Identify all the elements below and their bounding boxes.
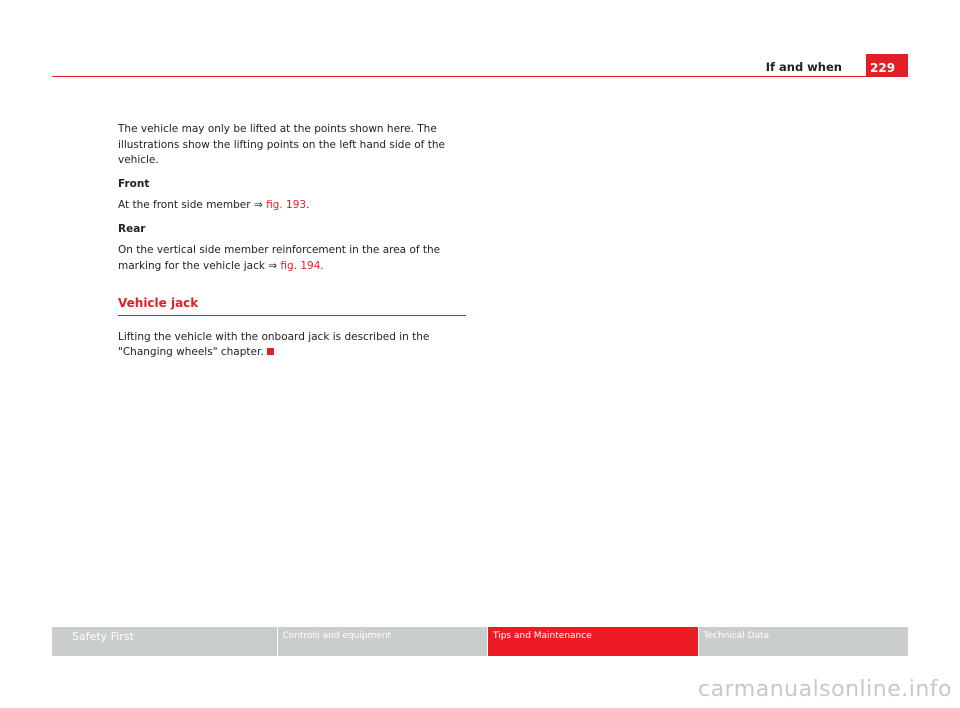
jack-line: Lifting the vehicle with the onboard jack is described in the [118, 330, 430, 343]
tab-controls-and-equipment[interactable]: Controls and equipment [278, 627, 489, 656]
rear-line: On the vertical side member reinforcement in the area of the [118, 244, 441, 256]
jack-paragraph [118, 330, 468, 361]
tab-tips-and-maintenance[interactable]: Tips and Maintenance [488, 627, 699, 656]
front-text: At the front side member [118, 199, 251, 211]
rear-heading: Rear [118, 222, 146, 235]
intro-line: vehicle. [118, 154, 159, 166]
front-heading: Front [118, 177, 150, 190]
jack-line: "Changing wheels" chapter. [118, 346, 264, 358]
end-of-section-icon [267, 348, 274, 355]
arrow-icon: ⇒ [253, 199, 263, 211]
fig-193-link[interactable]: fig. 193 [266, 199, 307, 211]
footer-nav [52, 627, 908, 656]
section-heading-vehicle-jack: Vehicle jack [118, 296, 466, 316]
tab-safety-first[interactable]: Safety First [52, 627, 278, 656]
intro-paragraph [118, 122, 468, 169]
rear-text: marking for the vehicle jack [118, 259, 265, 272]
watermark: carmanualsonline.info [698, 677, 952, 702]
intro-line: The vehicle may only be lifted at the points shown here. The [118, 123, 437, 135]
tab-technical-data[interactable]: Technical Data [699, 627, 909, 656]
arrow-icon: ⇒ [268, 259, 278, 272]
page-number: 229 [866, 54, 908, 77]
fig-194-link[interactable]: fig. 194 [280, 259, 321, 272]
rear-paragraph: On the vertical side member reinforcement in the area of the marking for the vehicle jack ⇒ fig. 194. [118, 244, 441, 272]
chapter-title: If and when [765, 60, 842, 74]
front-paragraph: At the front side member ⇒ fig. 193. [118, 199, 310, 211]
main-content [118, 122, 468, 369]
header-divider [52, 76, 908, 77]
intro-line: illustrations show the lifting points on the left hand side of the [118, 138, 445, 151]
